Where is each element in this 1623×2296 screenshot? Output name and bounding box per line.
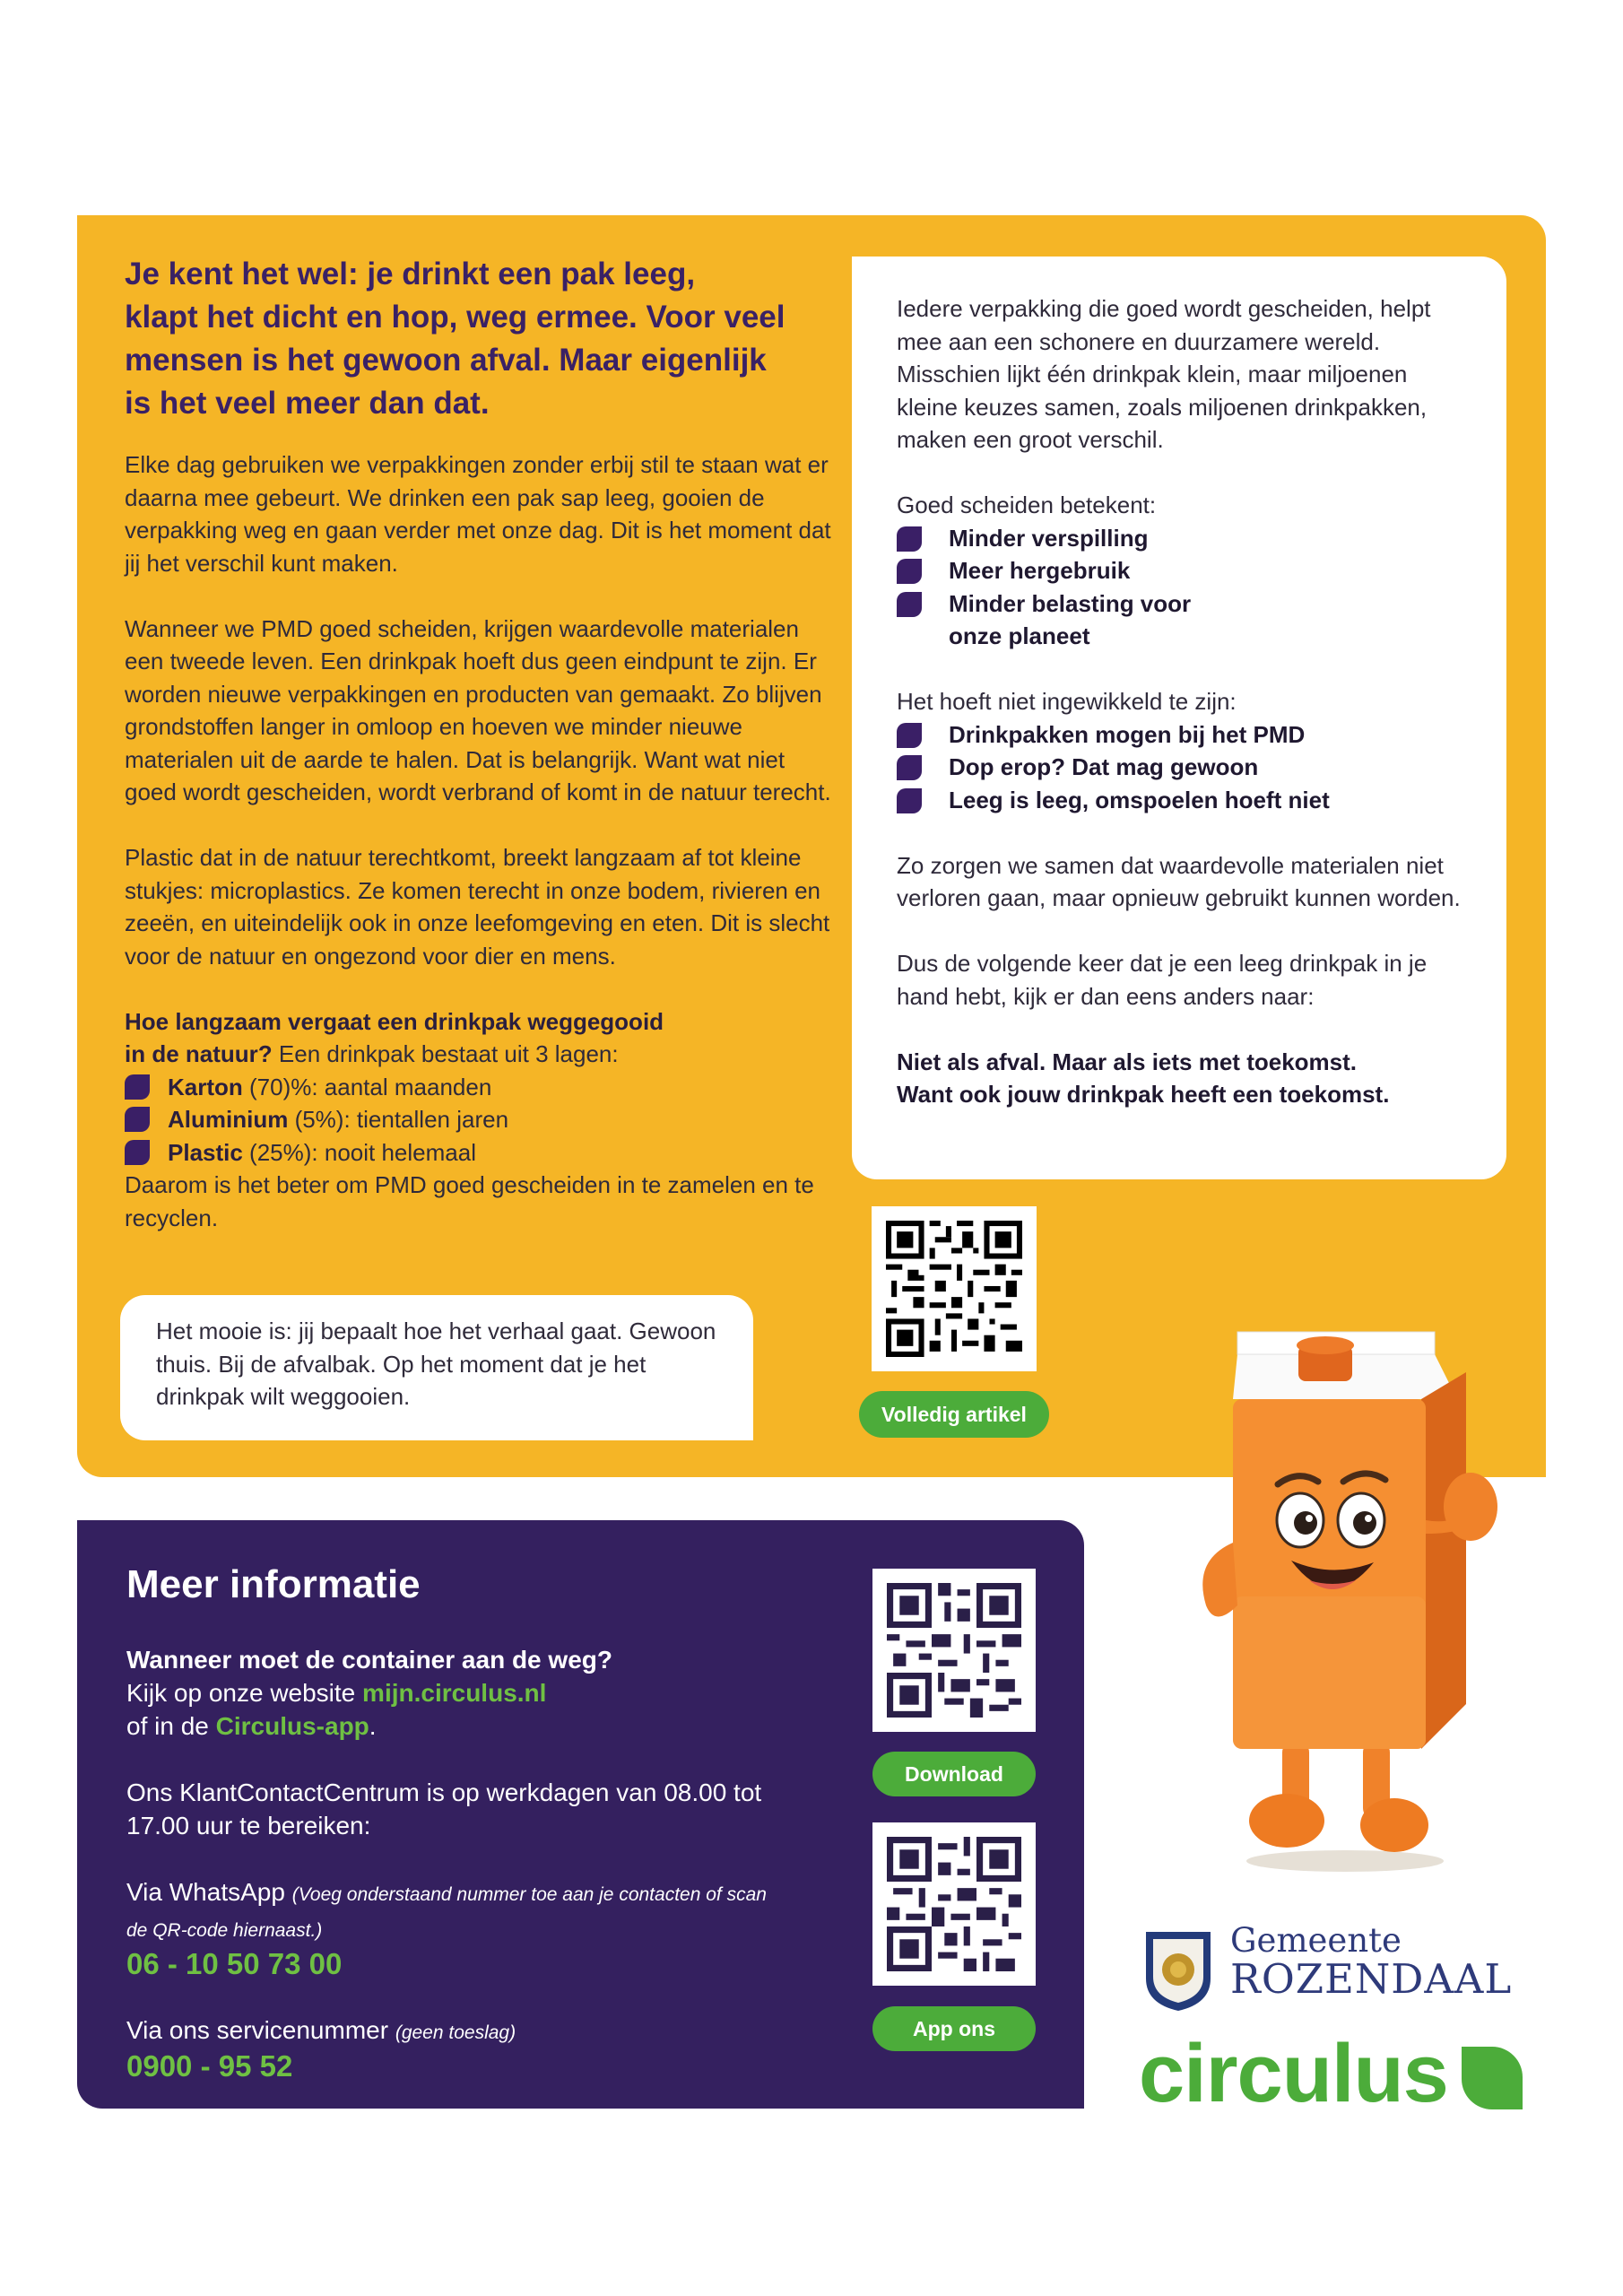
list-item: Aluminium (5%): tientallen jaren [125, 1103, 842, 1136]
paragraph: Wanneer we PMD goed scheiden, krijgen waardevolle materialen een tweede leven. Een drinkpak hoeft dus geen eindpunt te zijn. Er worden nieuwe verpakkingen en producten van gemaakt. Zo blijven grondstoffen langer in omloop en hoeven we minder nieuwe materialen uit de aarde te halen. Dat is belangrijk. Want wat niet goed wordt gescheiden, wordt verbrand of komt in de natuur terecht. [125, 614, 831, 805]
whatsapp-qr-code[interactable] [872, 1822, 1036, 1986]
opening-hours: Ons KlantContactCentrum is op werkdagen van 08.00 tot 17.00 uur te bereiken: [126, 1779, 762, 1839]
callout-box [120, 1295, 753, 1440]
paragraph: Plastic dat in de natuur terechtkomt, breekt langzaam af tot kleine stukjes: microplastics. Ze komen terecht in onze bodem, rivieren en zeeën, en uiteindelijk ook in onze leefomgeving en eten. Dit is slecht voor de natuur en ongezond voor dier en mens. [125, 844, 830, 970]
article-qr-code[interactable] [872, 1206, 1037, 1371]
tips-list [897, 718, 1462, 817]
service-number[interactable]: 0900 - 95 52 [126, 2049, 293, 2083]
leaf-bullet-icon [897, 559, 922, 584]
left-column [125, 448, 842, 1234]
paragraph: Iedere verpakking die goed wordt gescheiden, helpt mee aan een schonere en duurzamere wereld. Misschien lijkt één drinkpak klein, maar miljoenen kleine keuzes samen, zoals miljoenen drinkpakken, maken een groot verschil. [897, 295, 1431, 453]
app-line: of in de Circulus-app. [126, 1712, 377, 1740]
list-item: Drinkpakken mogen bij het PMD [897, 718, 1462, 752]
list-item: Minder belasting voor onze planeet [897, 587, 1462, 653]
callout-text: Het mooie is: jij bepaalt hoe het verhaal gaat. Gewoon thuis. Bij de afvalbak. Op het moment dat je het drinkpak wilt weggooien. [156, 1318, 716, 1410]
leaf-bullet-icon [125, 1140, 150, 1165]
leaf-bullet-icon [125, 1107, 150, 1132]
paragraph: Daarom is het beter om PMD goed gescheiden in te zamelen en te recyclen. [125, 1171, 814, 1231]
qr-code-icon [887, 1837, 1021, 1971]
website-link[interactable]: mijn.circulus.nl [362, 1679, 547, 1707]
juice-carton-mascot-icon [1166, 1318, 1533, 1874]
list-title: Goed scheiden betekent: [897, 491, 1157, 518]
leaf-bullet-icon [897, 526, 922, 552]
paragraph: Zo zorgen we samen dat waardevolle materialen niet verloren gaan, maar opnieuw gebruikt kunnen worden. [897, 851, 1461, 911]
list-item: Minder verspilling [897, 522, 1462, 555]
info-title: Meer informatie [126, 1562, 421, 1606]
app-link[interactable]: Circulus-app [215, 1712, 369, 1740]
closing-line: Niet als afval. Maar als iets met toekomst. [897, 1048, 1357, 1075]
intro-line: mensen is het gewoon afval. Maar eigenlijk [125, 343, 767, 378]
full-article-button[interactable]: Volledig artikel [859, 1391, 1049, 1438]
download-button[interactable]: Download [872, 1752, 1036, 1796]
right-text-box [852, 257, 1506, 1179]
rozendaal-crest-icon [1141, 1926, 1216, 2014]
intro-line: klapt het dicht en hop, weg ermee. Voor veel [125, 300, 785, 335]
list-item: Leeg is leeg, omspoelen hoeft niet [897, 784, 1462, 817]
list-item: Karton (70)%: aantal maanden [125, 1071, 842, 1104]
paragraph: Dus de volgende keer dat je een leeg drinkpak in je hand hebt, kijk er dan eens anders naar: [897, 950, 1428, 1010]
benefit-list [897, 522, 1462, 653]
circulus-leaf-icon [1462, 2047, 1523, 2109]
qr-code-icon [886, 1221, 1022, 1357]
intro-line: is het veel meer dan dat. [125, 386, 490, 421]
layer-list [125, 1071, 842, 1170]
list-item: Meer hergebruik [897, 554, 1462, 587]
list-item: Plastic (25%): nooit helemaal [125, 1136, 842, 1170]
closing-line: Want ook jouw drinkpak heeft een toekomst. [897, 1081, 1390, 1108]
info-text [126, 1643, 772, 2083]
leaf-bullet-icon [125, 1074, 150, 1100]
qr-code-icon [887, 1583, 1021, 1718]
circulus-logo: circulus [1139, 2028, 1448, 2119]
app-us-button[interactable]: App ons [872, 2006, 1036, 2051]
leaf-bullet-icon [897, 592, 922, 617]
list-title: Het hoeft niet ingewikkeld te zijn: [897, 688, 1237, 715]
question: Hoe langzaam vergaat een drinkpak weggegooid in de natuur? Een drinkpak bestaat uit 3 lagen: [125, 1007, 664, 1067]
leaf-bullet-icon [897, 755, 922, 780]
download-qr-code[interactable] [872, 1569, 1036, 1732]
website-line: Kijk op onze website mijn.circulus.nl [126, 1679, 547, 1707]
whatsapp-line: Via WhatsApp (Voeg onderstaand nummer toe aan je contacten of scan de QR-code hiernaast.) [126, 1878, 767, 1941]
whatsapp-number[interactable]: 06 - 10 50 73 00 [126, 1947, 343, 1980]
list-item: Dop erop? Dat mag gewoon [897, 751, 1462, 784]
info-question: Wanneer moet de container aan de weg? [126, 1646, 612, 1674]
gemeente-rozendaal-logo: Gemeente ROZENDAAL [1230, 1921, 1513, 2003]
paragraph: Elke dag gebruiken we verpakkingen zonder erbij stil te staan wat er daarna mee gebeurt. We drinken een pak sap leeg, gooien de verpakking weg en gaan verder met onze dag. Dit is het moment dat jij het verschil kunt maken. [125, 451, 831, 577]
leaf-bullet-icon [897, 723, 922, 748]
intro-heading [125, 253, 824, 425]
intro-line: Je kent het wel: je drinkt een pak leeg, [125, 257, 696, 291]
service-line: Via ons servicenummer (geen toeslag) [126, 2016, 516, 2044]
leaf-bullet-icon [897, 788, 922, 813]
